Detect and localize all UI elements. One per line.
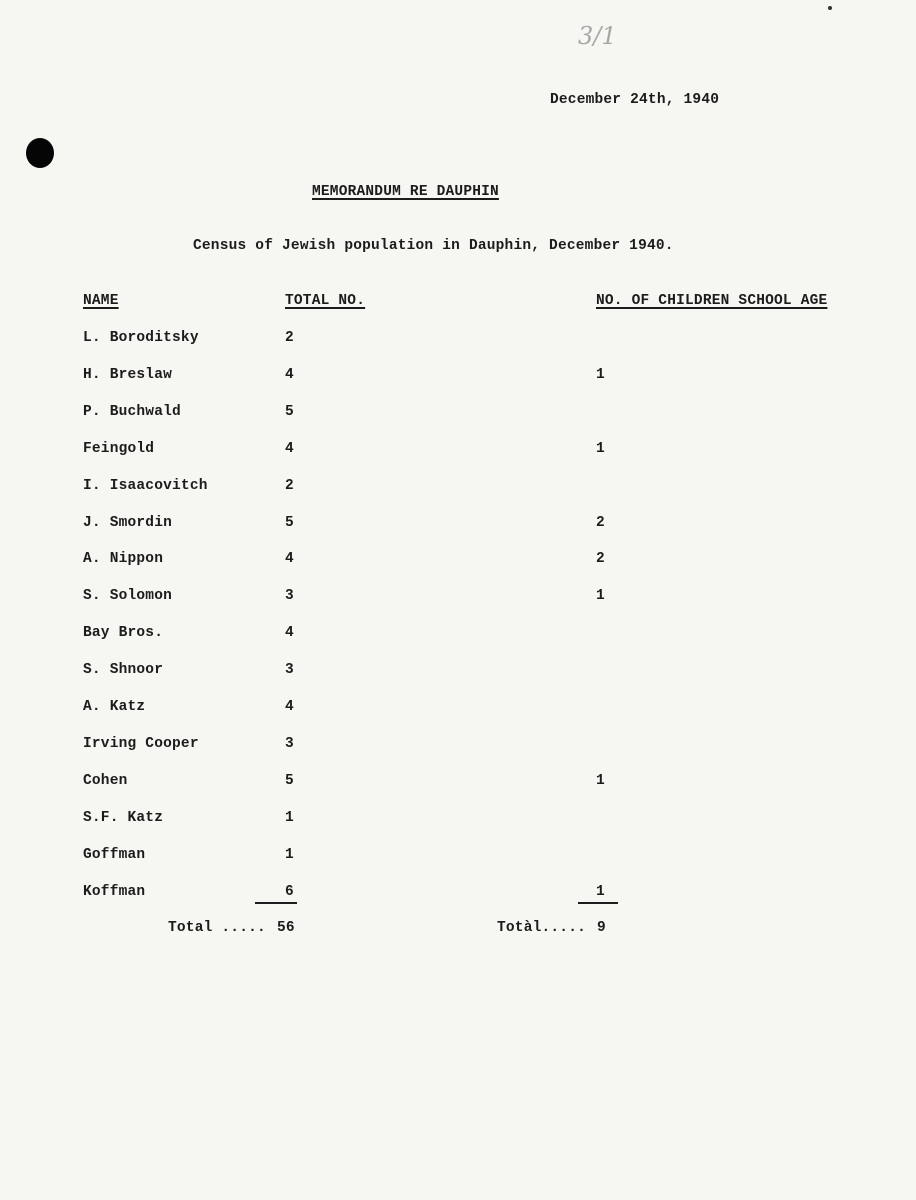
row-name: Feingold: [83, 440, 155, 457]
table-row: [0, 699, 916, 719]
row-total: 4: [285, 699, 294, 715]
row-total: 4: [285, 366, 294, 383]
row-name: H. Breslaw: [83, 366, 173, 383]
row-children: 2: [596, 514, 605, 531]
row-name: Goffman: [83, 846, 146, 863]
row-name: I. Isaacovitch: [83, 477, 208, 494]
memo-heading: MEMORANDUM RE DAUPHIN: [312, 184, 499, 200]
row-name: A. Katz: [83, 699, 146, 715]
column-header-name: NAME: [83, 293, 119, 309]
table-row: [0, 404, 916, 424]
total-label: Total .....: [168, 920, 266, 936]
memo-subheading: Census of Jewish population in Dauphin, December 1940.: [193, 238, 674, 254]
table-row: [0, 367, 916, 387]
total-value: 56: [277, 920, 295, 936]
children-total-value: 9: [597, 920, 606, 936]
table-row: [0, 810, 916, 830]
table-row: [0, 736, 916, 756]
row-total: 3: [285, 662, 294, 679]
row-total: 3: [285, 588, 294, 605]
row-name: S. Solomon: [83, 588, 173, 605]
row-name: L. Boroditsky: [83, 330, 199, 346]
pencil-margin-note: 3/1: [578, 22, 617, 50]
row-total: 6: [285, 883, 294, 900]
row-name: Cohen: [83, 772, 128, 789]
table-row: [0, 662, 916, 682]
table-row: [0, 441, 916, 461]
table-row: [0, 588, 916, 608]
row-total: 1: [285, 846, 294, 863]
row-total: 4: [285, 440, 294, 457]
children-total-label: Totàl.....: [497, 920, 587, 936]
memo-date: December 24th, 1940: [550, 92, 720, 108]
row-total: 2: [285, 477, 294, 494]
row-name: A. Nippon: [83, 551, 164, 568]
table-row: [0, 515, 916, 535]
table-row: [0, 330, 916, 350]
table-row: [0, 478, 916, 498]
row-total: 2: [285, 330, 294, 346]
total-sum-rule: [255, 902, 297, 904]
row-children: 1: [596, 366, 605, 383]
row-total: 5: [285, 403, 294, 420]
row-name: J. Smordin: [83, 514, 173, 531]
table-row: [0, 884, 916, 904]
table-row: [0, 773, 916, 793]
table-row: [0, 625, 916, 645]
row-name: S. Shnoor: [83, 662, 164, 679]
row-children: 1: [596, 772, 605, 789]
row-name: S.F. Katz: [83, 809, 164, 826]
paper-speck: [828, 6, 832, 10]
row-name: Koffman: [83, 883, 146, 900]
row-name: Bay Bros.: [83, 625, 164, 642]
children-sum-rule: [578, 902, 618, 904]
column-header-children: NO. OF CHILDREN SCHOOL AGE: [596, 293, 828, 309]
column-header-total: TOTAL NO.: [285, 293, 366, 309]
punch-hole: [26, 138, 54, 168]
row-total: 4: [285, 625, 294, 642]
row-total: 5: [285, 772, 294, 789]
table-row: [0, 551, 916, 571]
row-children: 1: [596, 440, 605, 457]
row-total: 3: [285, 735, 294, 752]
row-total: 4: [285, 551, 294, 568]
row-children: 2: [596, 551, 605, 568]
row-total: 5: [285, 514, 294, 531]
row-name: P. Buchwald: [83, 403, 181, 420]
table-row: [0, 847, 916, 867]
row-children: 1: [596, 588, 605, 605]
row-name: Irving Cooper: [83, 735, 199, 752]
row-total: 1: [285, 809, 294, 826]
row-children: 1: [596, 883, 605, 900]
